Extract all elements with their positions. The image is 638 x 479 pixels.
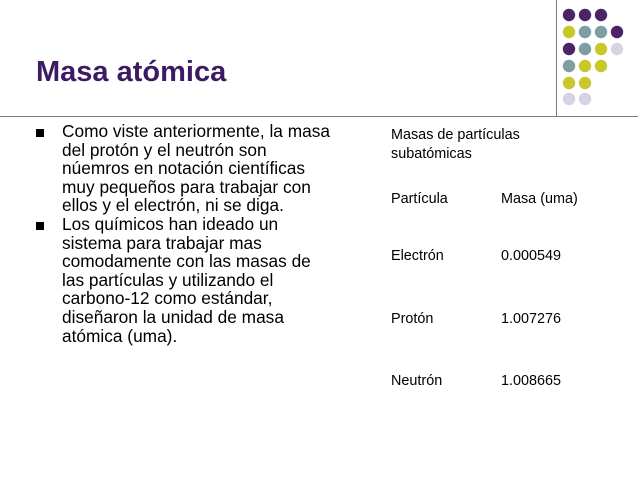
decorative-dot [579, 77, 591, 89]
column-header-mass: Masa (uma) [501, 191, 578, 207]
decorative-dot [579, 93, 591, 105]
bullet-item [36, 122, 336, 215]
table-cell-mass: 1.008665 [501, 373, 562, 389]
bullet-square-icon [36, 222, 44, 230]
decorative-dot [563, 77, 575, 89]
slide-title: Masa atómica [36, 56, 227, 88]
bullet-square-icon [36, 129, 44, 137]
decorative-dot [595, 43, 607, 55]
decorative-dot [579, 9, 591, 21]
table-cell-particle: Neutrón [391, 373, 443, 389]
table-cell-particle: Protón [391, 311, 434, 327]
table-cell-mass: 0.000549 [501, 248, 562, 264]
decorative-dot [563, 60, 575, 72]
decorative-dot [579, 60, 591, 72]
decorative-dot [611, 43, 623, 55]
bullet-text: Como viste anteriormente, la masa del protón y el neutrón son núemros en notación científicas muy pequeños para trabajar con ellos y el electrón, ni se diga. [62, 121, 330, 216]
decorative-dot [563, 43, 575, 55]
table-cell-particle: Electrón [391, 248, 444, 264]
decorative-dot [611, 26, 623, 38]
bullet-list [36, 122, 336, 345]
decorative-dot [579, 43, 591, 55]
table-caption: Masas de partículas subatómicas [391, 127, 520, 162]
bullet-text: Los químicos han ideado un sistema para trabajar mas comodamente con las masas de las partículas y utilizando el carbono-12 como estándar, diseñaron la unidad de masa atómica (uma). [62, 213, 311, 346]
horizontal-divider [0, 116, 638, 117]
decorative-dot [595, 9, 607, 21]
bullet-item [36, 215, 336, 345]
column-header-particle: Partícula [391, 191, 448, 207]
decorative-dot [579, 26, 591, 38]
decorative-dot [563, 26, 575, 38]
decorative-dot [563, 9, 575, 21]
decorative-dot [563, 93, 575, 105]
decorative-dot [595, 60, 607, 72]
decorative-dot [595, 26, 607, 38]
vertical-divider [556, 0, 557, 116]
table-cell-mass: 1.007276 [501, 311, 562, 327]
